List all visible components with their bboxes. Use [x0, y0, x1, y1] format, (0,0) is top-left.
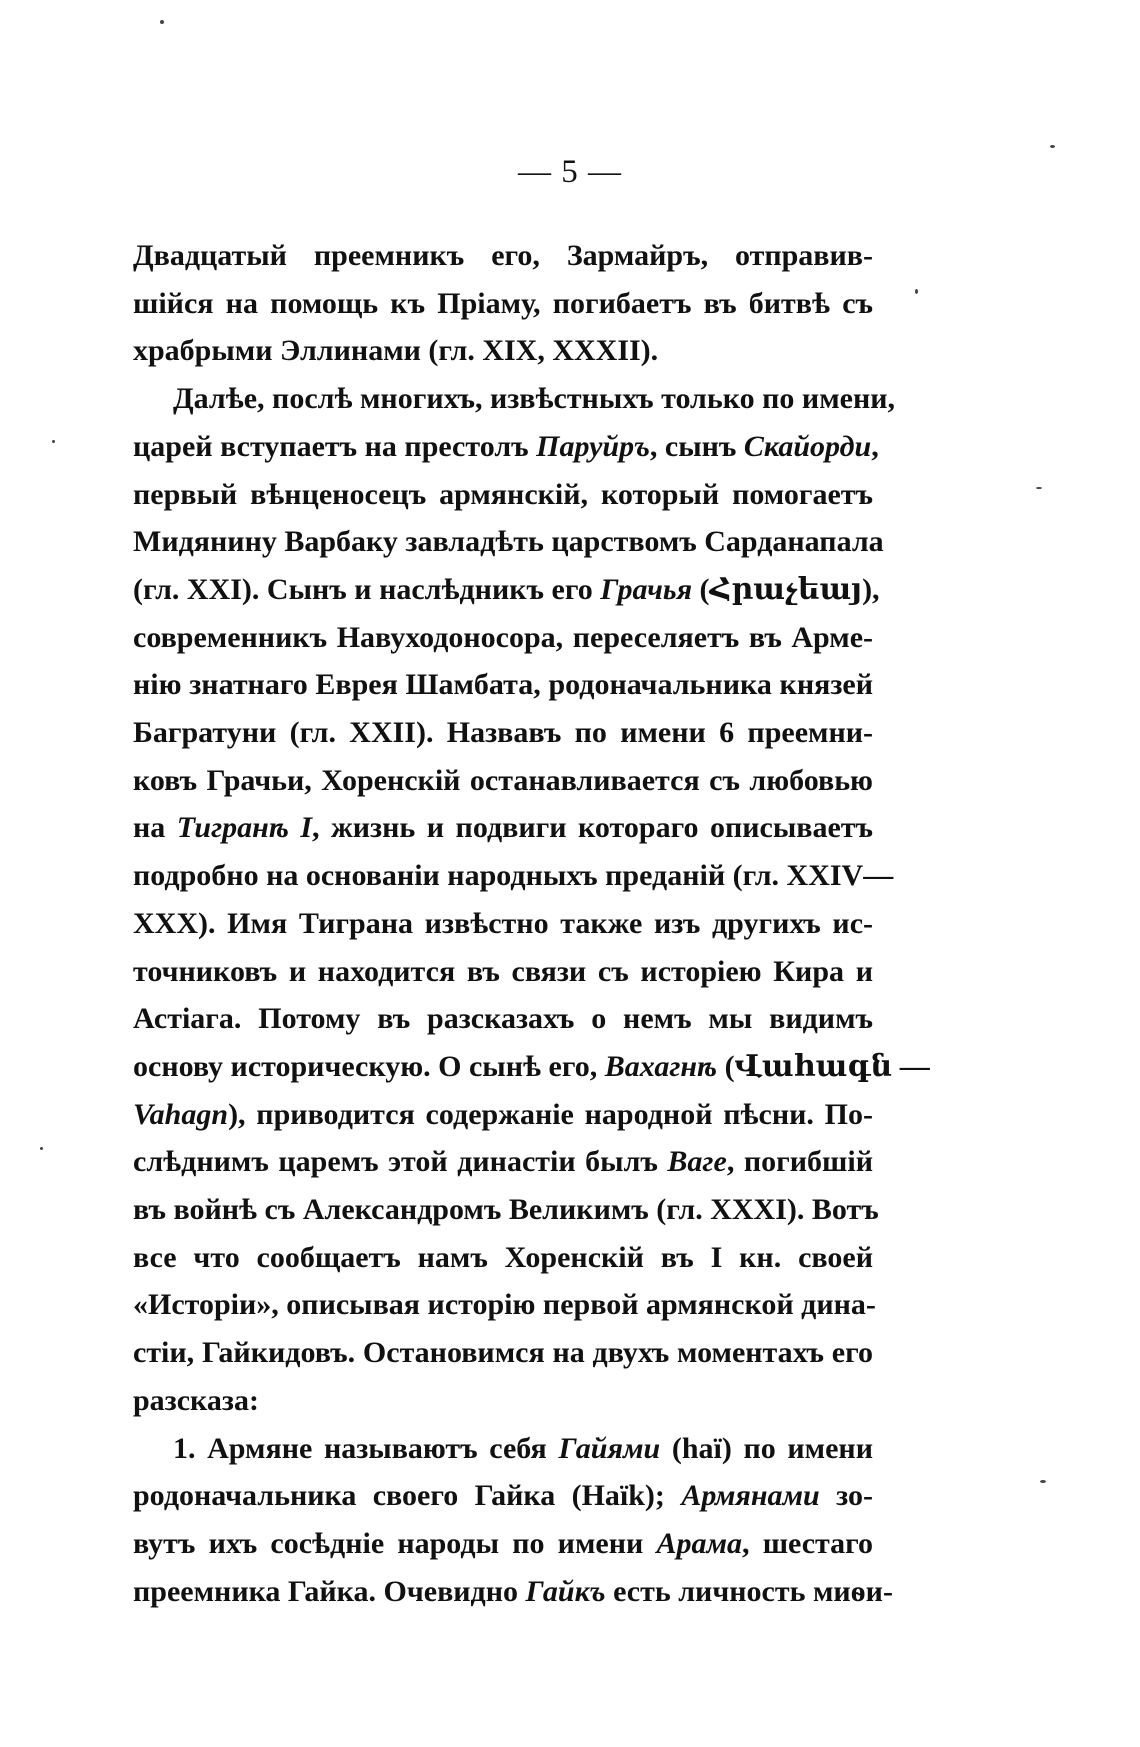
text-line: [133, 1186, 879, 1234]
text-segment: слѣднимъ царемъ этой династіи былъ: [133, 1145, 668, 1179]
text-segment: Далѣе, послѣ многихъ, извѣстныхъ только по имени,: [173, 382, 896, 416]
text-line: [133, 948, 873, 996]
text-line: [133, 1091, 873, 1139]
text-segment: преемника Гайка. Очевидно: [133, 1574, 526, 1608]
italic-text: Арама: [656, 1526, 743, 1560]
text-segment: стіи, Гайкидовъ. Остановимся на двухъ моментахъ его: [133, 1336, 873, 1370]
paper-speck: [40, 1147, 43, 1150]
text-segment: на: [133, 811, 177, 845]
text-line: [133, 900, 873, 948]
italic-text: Тигранѣ I: [176, 811, 313, 845]
text-segment: , погибшій: [726, 1145, 873, 1179]
text-line: [133, 375, 896, 423]
text-segment: подробно на основаніи народныхъ преданій (гл. XXIV—: [133, 859, 894, 893]
italic-text: Vahagn: [133, 1097, 229, 1131]
italic-text: Гайкъ: [525, 1574, 606, 1608]
text-segment: Мидянину Варбаку завладѣть царствомъ Сарданапала: [133, 525, 884, 559]
text-segment: разсказа:: [133, 1383, 259, 1417]
text-segment: , жизнь и подвиги котораго описываетъ: [312, 811, 873, 845]
text-segment: (Հրաչեայ),: [692, 572, 880, 606]
text-line: [133, 518, 884, 566]
text-segment: «Исторіи», описывая исторію первой армянской дина-: [133, 1288, 876, 1322]
text-line: [133, 327, 873, 375]
body-text: [133, 232, 930, 1615]
text-line: [133, 852, 894, 900]
text-line: [133, 280, 873, 328]
text-segment: нію знатнаго Еврея Шамбата, родоначальника князей: [133, 668, 873, 702]
text-segment: ковъ Грачьи, Хоренскій останавливается съ любовью: [133, 763, 873, 797]
text-line: [133, 614, 873, 662]
text-line: [133, 566, 880, 614]
text-segment: все что сообщаетъ намъ Хоренскій въ I кн. своей: [133, 1240, 873, 1274]
text-segment: царей вступаетъ на престолъ: [133, 429, 537, 463]
text-line: [133, 661, 873, 709]
paper-speck: [160, 20, 164, 24]
italic-text: Грачья: [600, 572, 693, 606]
text-segment: Багратуни (гл. XXII). Назвавъ по имени 6 преемни-: [133, 716, 873, 750]
text-line: [133, 1520, 873, 1568]
text-segment: зо-: [819, 1479, 873, 1513]
text-line: [133, 1281, 876, 1329]
text-line: [133, 1329, 873, 1377]
text-segment: есть личность миѳи-: [605, 1574, 893, 1608]
text-line: [133, 995, 873, 1043]
text-segment: (haï) по имени: [660, 1431, 873, 1465]
paper-speck: [1040, 1480, 1046, 1483]
paragraph-1: [133, 232, 873, 375]
text-segment: ,: [871, 429, 879, 463]
paragraph-3: [133, 1425, 893, 1616]
italic-text: Скайорди: [743, 429, 872, 463]
text-segment: храбрыми Эллинами (гл. XIX, XXXII).: [133, 334, 659, 368]
text-segment: точниковъ и находится въ связи съ исторіею Кира и: [133, 954, 873, 988]
paper-speck: [1050, 145, 1055, 148]
text-segment: основу историческую. О сынѣ его,: [133, 1049, 605, 1083]
text-line: [133, 709, 873, 757]
text-segment: ), приводится содержаніе народной пѣсни. По-: [228, 1097, 873, 1131]
text-segment: XXX). Имя Тиграна извѣстно также изъ другихъ ис-: [133, 906, 873, 940]
page-number: — 5 —: [518, 154, 622, 190]
text-segment: родоначальника своего Гайка (Haïk);: [133, 1479, 682, 1513]
italic-text: Ваге: [667, 1145, 727, 1179]
text-segment: (гл. XXI). Сынъ и наслѣдникъ его: [133, 572, 601, 606]
text-segment: Двадцатый преемникъ его, Зармайръ, отправив-: [133, 239, 873, 272]
paper-speck: [1036, 487, 1042, 489]
text-line: [133, 1377, 873, 1425]
text-line: [133, 1234, 873, 1282]
paper-speck: [915, 289, 918, 294]
text-line: [133, 804, 873, 852]
text-line: [133, 1425, 873, 1473]
text-line: [133, 1138, 873, 1186]
text-segment: современникъ Навуходоносора, переселяетъ въ Арме-: [133, 620, 873, 654]
text-line: [133, 757, 873, 805]
text-line: [133, 1568, 893, 1616]
italic-text: Паруйръ: [536, 429, 650, 463]
text-segment: первый вѣнценосецъ армянскій, который помогаетъ: [133, 477, 873, 511]
text-line: [133, 471, 873, 519]
text-segment: Астіага. Потому въ разсказахъ о немъ мы видимъ: [133, 1002, 873, 1036]
text-segment: 1. Армяне называютъ себя: [173, 1431, 559, 1465]
paragraph-2: [133, 375, 930, 1424]
paper-speck: [52, 440, 55, 443]
text-segment: , сынъ: [649, 429, 744, 463]
text-line: [133, 1472, 873, 1520]
italic-text: Армянами: [681, 1479, 820, 1513]
italic-text: Гайями: [558, 1431, 661, 1465]
text-segment: шійся на помощь къ Пріаму, погибаетъ въ битвѣ съ: [133, 286, 873, 320]
text-segment: въ войнѣ съ Александромъ Великимъ (гл. XXXI). Вотъ: [133, 1193, 879, 1227]
text-line: [133, 232, 873, 280]
italic-text: Вахагнѣ: [604, 1049, 718, 1083]
text-line: [133, 1043, 930, 1091]
text-segment: , шестаго: [742, 1526, 873, 1560]
text-line: [133, 423, 879, 471]
text-segment: (Վահագն —: [717, 1049, 930, 1083]
text-segment: вутъ ихъ сосѣдніе народы по имени: [133, 1526, 657, 1560]
